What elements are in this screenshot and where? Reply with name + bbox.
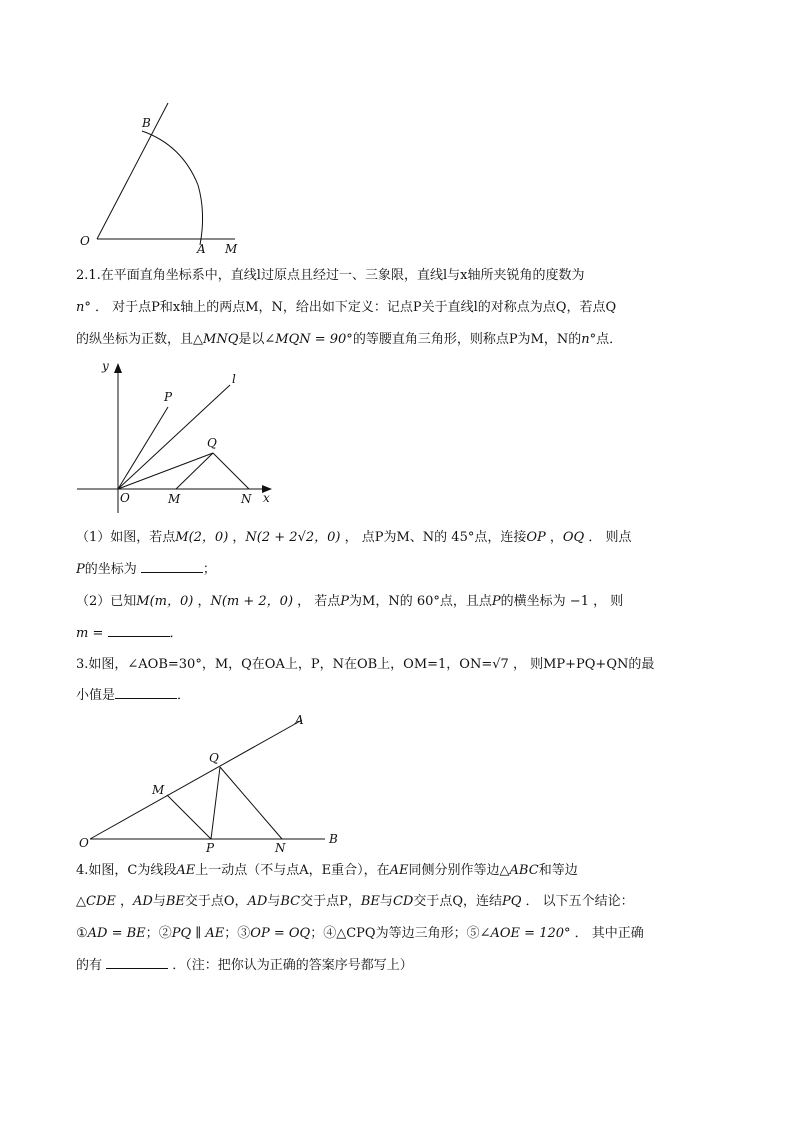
label-q: Q xyxy=(207,436,217,450)
label-b: B xyxy=(329,832,338,846)
figure-angle-arc xyxy=(70,95,270,260)
segment-oq xyxy=(118,453,213,489)
label-l: l xyxy=(232,372,236,386)
answer-blank-q3[interactable] xyxy=(115,686,177,699)
ray-ob xyxy=(97,103,168,239)
arc-ba xyxy=(142,131,203,245)
label-m: M xyxy=(168,492,181,506)
label-o: O xyxy=(80,234,90,248)
label-p: P xyxy=(164,390,173,404)
label-m: M xyxy=(225,242,238,256)
segment-pq xyxy=(211,767,220,839)
segment-qn xyxy=(220,767,282,839)
segment-mq xyxy=(176,453,213,489)
q4-line2: △CDE ，AD与BE交于点O，AD与BC交于点P，BE与CD交于点Q，连结PQ ． 以下五个结论： xyxy=(76,894,634,909)
q4-line3: ①AD = BE；②PQ ∥ AE；③OP = OQ；④△CPQ为等边三角形；⑤∠AOE = 120° ． 其中正确 xyxy=(76,926,644,941)
answer-blank-q2-1[interactable] xyxy=(141,560,203,573)
q2-part1-line1: （1）如图，若点M(2，0) ，N(2 + 2√2，0) ， 点P为M、N的 45°点，连接OP ，OQ ． 则点 xyxy=(76,530,632,545)
label-a: A xyxy=(295,713,304,727)
q2-stem-line2: n° ． 对于点P和x轴上的两点M，N，给出如下定义：记点P关于直线l的对称点为点Q，若点Q xyxy=(76,300,617,315)
label-b: B xyxy=(142,116,151,130)
q2-part2-line1: （2）已知M(m，0) ，N(m + 2，0) ， 若点P为M，N的 60°点，且点P的横坐标为 −1 ， 则 xyxy=(76,594,624,609)
q2-stem-line3: 的纵坐标为正数，且△MNQ是以∠MQN = 90°的等腰直角三角形，则称点P为M，N的n°点． xyxy=(76,332,623,347)
figure-angle-aob xyxy=(72,710,352,855)
answer-blank-q4[interactable] xyxy=(106,956,168,969)
ray-oa xyxy=(90,720,302,839)
segment-op xyxy=(118,407,168,489)
figure-coordinate-system xyxy=(72,355,287,515)
label-x: x xyxy=(263,491,270,505)
segment-mp xyxy=(167,795,211,839)
label-y: y xyxy=(102,359,109,373)
y-axis-arrow xyxy=(114,363,122,373)
segment-qn xyxy=(213,453,249,489)
label-p: P xyxy=(206,841,215,855)
answer-blank-q2-2[interactable] xyxy=(108,624,170,637)
q2-part2-line2: m = ． xyxy=(76,626,183,641)
label-m: M xyxy=(152,783,165,797)
q3-line2: 小值是 ． xyxy=(76,688,191,703)
label-o: O xyxy=(79,836,89,850)
label-a: A xyxy=(197,242,206,256)
label-n: N xyxy=(241,492,252,506)
q3-line1: 3.如图，∠AOB=30°，M，Q在OA上，P，N在OB上，OM=1，ON=√7 ， 则MP+PQ+QN的最 xyxy=(76,657,655,672)
q4-line4: 的有 ．（注：把你认为正确的答案序号都写上） xyxy=(76,958,413,973)
q4-line1: 4.如图，C为线段AE上一动点（不与点A，E重合），在AE同侧分别作等边△ABC和等边 xyxy=(76,863,578,878)
label-q: Q xyxy=(209,751,219,765)
label-o: O xyxy=(120,491,130,505)
label-n: N xyxy=(275,841,286,855)
q2-part1-line2: P的坐标为 ； xyxy=(76,562,216,577)
q2-stem-line1: 2.1.在平面直角坐标系中，直线l过原点且经过一、三象限，直线l与x轴所夹锐角的度数为 xyxy=(76,268,585,283)
